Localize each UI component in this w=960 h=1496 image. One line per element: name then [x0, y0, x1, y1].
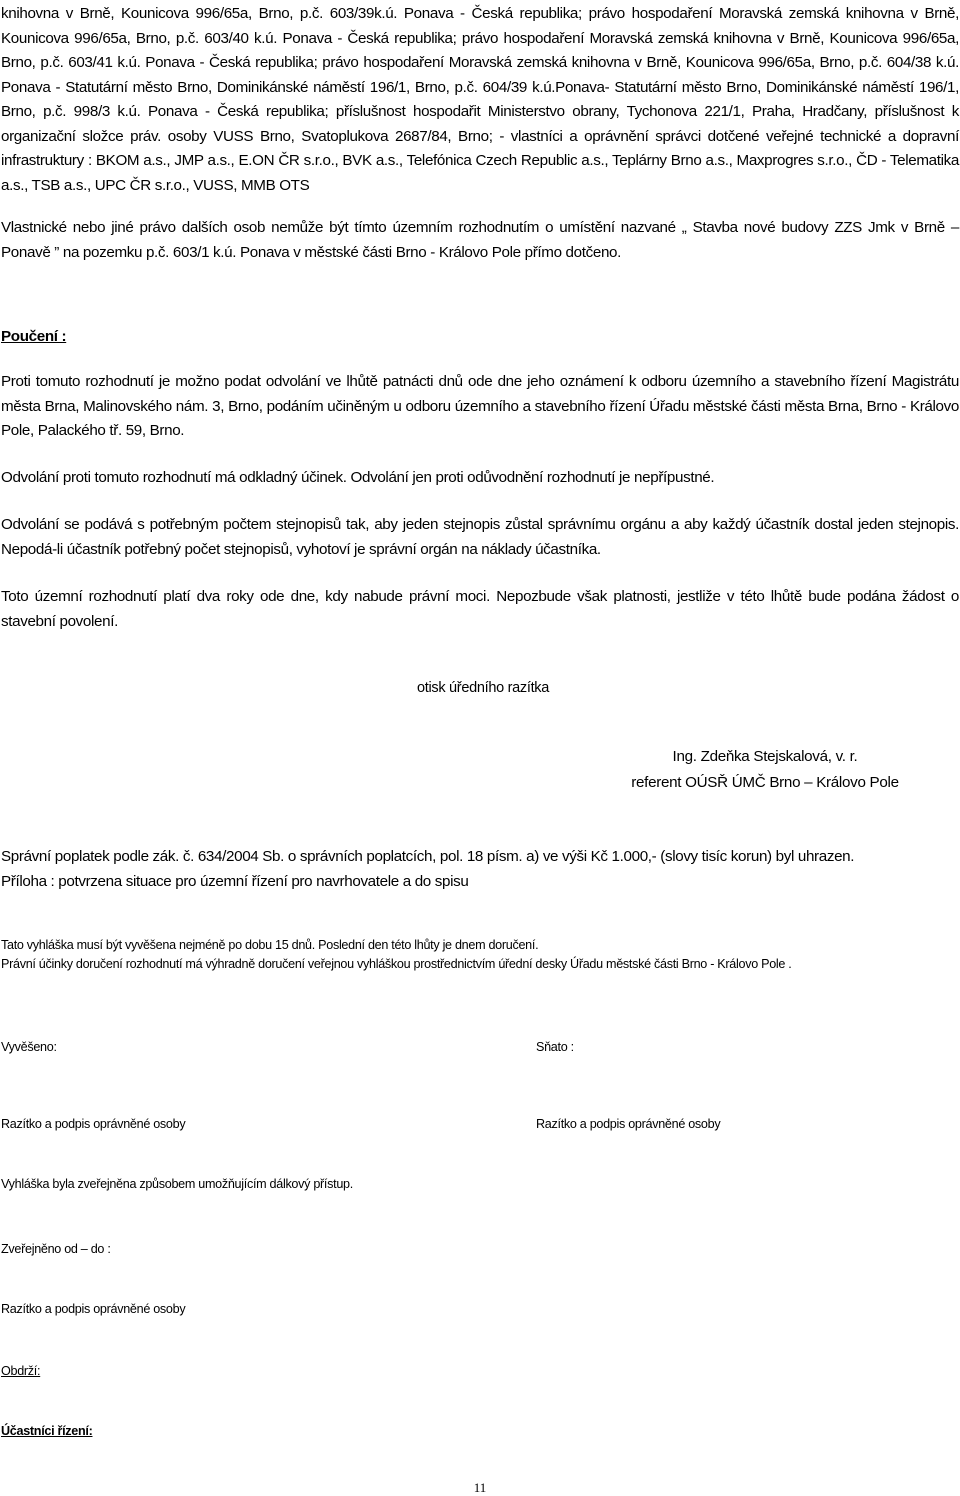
appeal-paragraph: Proti tomuto rozhodnutí je možno podat odvolání ve lhůtě patnácti dnů ode dne jeho oznámení k odboru územního a stavebního řízení Magistrátu města Brna, Malinovského nám. 3, Brno, podáním učiněným u odboru územního a stavebního řízení Úřadu městské části města Brna, Brno - Královo Pole, Palackého tř. 59, Brno. — [1, 373, 959, 439]
remote-access-line: Vyhláška byla zveřejněna způsobem umožňujícím dálkový přístup. — [1, 1177, 353, 1191]
receives-label: Obdrží: — [1, 1364, 41, 1378]
stamp-sign-left: Razítko a podpis oprávněné osoby — [1, 1117, 186, 1131]
attachment-line: Příloha : potvrzena situace pro územní řízení pro navrhovatele a do spisu — [1, 873, 469, 890]
stamp-sign-right: Razítko a podpis oprávněné osoby — [536, 1117, 721, 1131]
page-number: 11 — [473, 1480, 487, 1495]
removed-label: Sňato : — [536, 1040, 574, 1054]
participants-label: Účastníci řízení: — [1, 1424, 93, 1438]
validity-paragraph: Toto územní rozhodnutí platí dva roky ode dne, kdy nabude právní moci. Nepozbude však platnosti, jestliže v této lhůtě bude podána žádost o stavební povolení. — [1, 588, 959, 630]
parties-paragraph: knihovna v Brně, Kounicova 996/65a, Brno, p.č. 603/39k.ú. Ponava - Česká republika; právo hospodaření Moravská zemská knihovna v Brně, Kounicova 996/65a, Brno, p.č. 603/40 k.ú. Ponava - Česká republika; právo hospodaření Moravská zemská knihovna v Brně, Kounicova 996/65a, Brno, p.č. 603/41 k.ú. Ponava - Česká republika; právo hospodaření Moravská zemská knihovna v Brně, Kounicova 996/65a, Brno, p.č. 604/38 k.ú. Ponava - Statutární město Brno, Dominikánské náměstí 196/1, Brno, p.č. 604/39 k.ú.Ponava- Statutární město Brno, Dominikánské náměstí 196/1, Brno, p.č. 998/3 k.ú. Ponava - Česká republika; příslušnost hospodařit Ministerstvo obrany, Tychonova 221/1, Praha, Hradčany, příslušnost k organizační složce práv. osoby VUSS Brno, Svatoplukova 2687/84, Brno; - vlastníci a oprávnění správci dotčené veřejné technické a dopravní infrastruktury : BKOM a.s., JMP a.s., E.ON ČR s.r.o., BVK a.s., Telefónica Czech Republic a.s., Teplárny Brno a.s., Maxprogres s.r.o., ČD - Telematika a.s., TSB a.s., UPC ČR s.r.o., VUSS, MMB OTS — [1, 5, 959, 194]
stamp-label: otisk úředního razítka — [416, 680, 550, 696]
other-rights-paragraph: Vlastnické nebo jiné právo dalších osob nemůže být tímto územním rozhodnutím o umístění nazvané „ Stavba nové budovy ZZS Jmk v Brně – Ponavě ” na pozemku p.č. 603/1 k.ú. Ponava v městské části Brno - Královo Pole přímo dotčeno. — [1, 219, 959, 261]
signatory-title: referent OÚSŘ ÚMČ Brno – Královo Pole — [631, 774, 899, 791]
copies-paragraph: Odvolání se podává s potřebným počtem stejnopisů tak, aby jeden stejnopis zůstal správnímu orgánu a aby každý účastník dostal jeden stejnopis. Nepodá-li účastník potřebný počet stejnopisů, vyhotoví je správní orgán na náklady účastníka. — [1, 516, 959, 558]
fee-line: Správní poplatek podle zák. č. 634/2004 Sb. o správních poplatcích, pol. 18 písm. a) ve výši Kč 1.000,- (slovy tisíc korun) byl uhrazen. — [1, 848, 855, 865]
posted-label: Vyvěšeno: — [1, 1040, 57, 1054]
signatory-name: Ing. Zdeňka Stejskalová, v. r. — [672, 748, 858, 765]
stamp-sign-bottom: Razítko a podpis oprávněné osoby — [1, 1302, 186, 1316]
instruction-heading: Poučení : — [1, 328, 67, 345]
notice-line-2: Právní účinky doručení rozhodnutí má výhradně doručení veřejnou vyhláškou prostřednictvím úřední desky Úřadu městské části Brno - Královo Pole . — [1, 957, 792, 971]
published-from-to: Zveřejněno od – do : — [1, 1242, 111, 1256]
suspensive-effect-paragraph: Odvolání proti tomuto rozhodnutí má odkladný účinek. Odvolání jen proti odůvodnění rozhodnutí je nepřípustné. — [1, 469, 715, 486]
notice-line-1: Tato vyhláška musí být vyvěšena nejméně po dobu 15 dnů. Poslední den této lhůty je dnem doručení. — [1, 938, 539, 952]
